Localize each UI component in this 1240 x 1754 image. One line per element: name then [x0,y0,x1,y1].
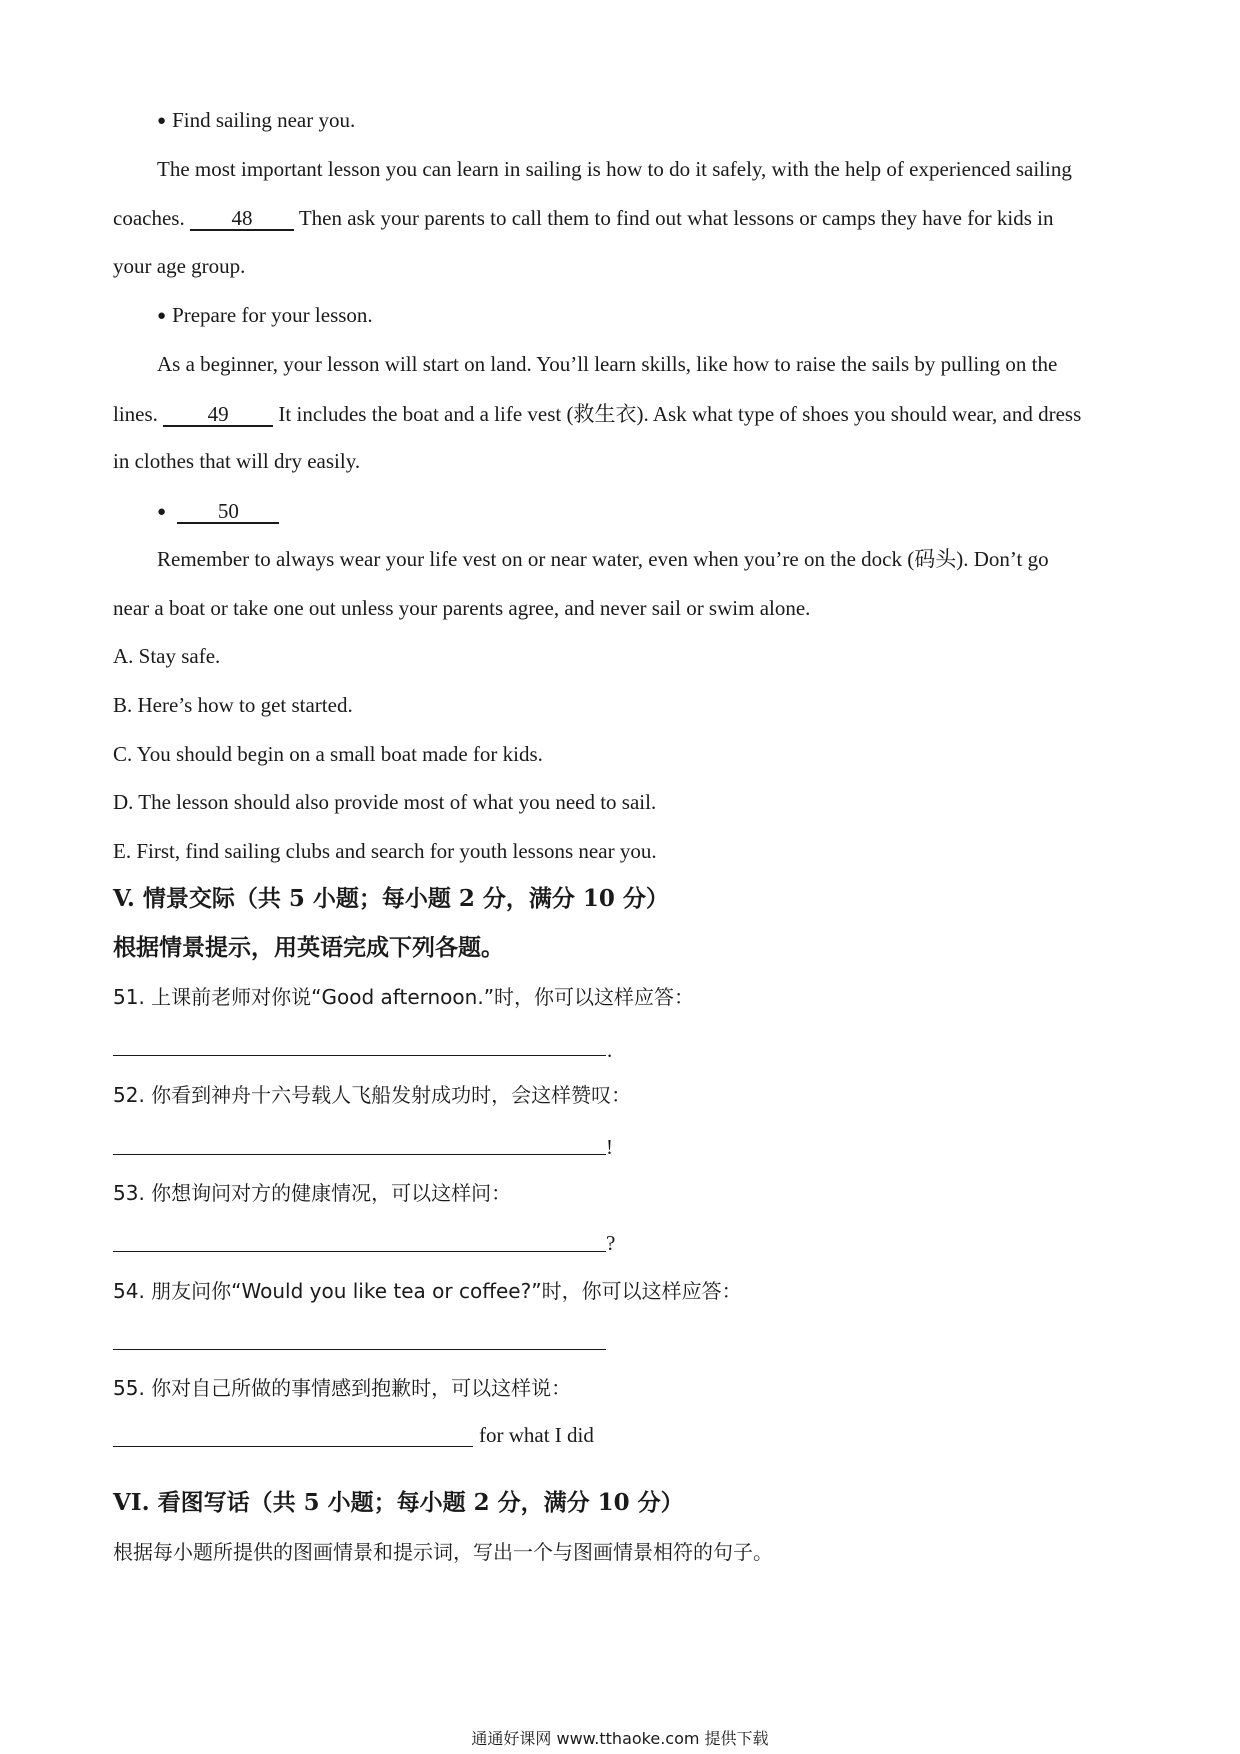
option-d: D. The lesson should also provide most of what you need to sail. [113,790,657,814]
passage-text: Then ask your parents to call them to find out what lessons or camps they have for kids in [298,206,1054,230]
question-53: 53. 你想询问对方的健康情况，可以这样问： [113,1181,512,1205]
answer-end-51: . [607,1038,613,1062]
footer-source: 通通好课网 www.tthaoke.com 提供下载 [471,1729,769,1748]
option-b: B. Here’s how to get started. [113,693,353,717]
bullet-heading-find-sailing: ● Find sailing near you. [157,110,355,131]
section-5-heading: V. 情景交际（共 5 小题；每小题 2 分，满分 10 分） [113,885,669,912]
passage-text: your age group. [113,254,246,278]
answer-line-55[interactable] [113,1446,473,1447]
answer-end-52: ! [606,1135,613,1159]
answer-line-54[interactable] [113,1349,606,1350]
passage-line-48 [113,207,1054,231]
section-6-instruction: 根据每小题所提供的图画情景和提示词，写出一个与图画情景相符的句子。 [113,1540,773,1564]
passage-text: in clothes that will dry easily. [113,449,361,473]
section-6-heading: VI. 看图写话（共 5 小题；每小题 2 分，满分 10 分） [113,1489,684,1516]
blank-48: 48 [190,207,294,231]
option-a: A. Stay safe. [113,644,221,668]
passage-text: The most important lesson you can learn in sailing is how to do it safely, with the help of experienced sailing [157,157,1072,181]
question-52: 52. 你看到神舟十六号载人飞船发射成功时，会这样赞叹： [113,1083,632,1107]
blank-49: 49 [163,403,273,427]
option-e: E. First, find sailing clubs and search for youth lessons near you. [113,839,657,863]
answer-line-51[interactable] [113,1055,606,1056]
passage-text: coaches. [113,206,185,230]
passage-text: near a boat or take one out unless your parents agree, and never sail or swim alone. [113,596,811,620]
blank-50: 50 [177,500,279,524]
passage-line-49 [113,403,1081,427]
passage-text: lines. [113,402,158,426]
question-51: 51. 上课前老师对你说“Good afternoon.”时，你可以这样应答： [113,985,695,1009]
answer-line-53[interactable] [113,1251,606,1252]
option-c: C. You should begin on a small boat made for kids. [113,742,543,766]
answer-end-55: for what I did [479,1423,594,1447]
bullet-heading-prepare: ● Prepare for your lesson. [157,305,373,326]
passage-text: It includes the boat and a life vest (救生衣). Ask what type of shoes you should wear, and dress [278,402,1082,426]
section-5-instruction: 根据情景提示，用英语完成下列各题。 [113,934,504,961]
answer-end-53: ? [606,1231,616,1255]
passage-text: As a beginner, your lesson will start on land. You’ll learn skills, like how to raise the sails by pulling on the [157,352,1058,376]
answer-line-52[interactable] [113,1154,606,1155]
question-55: 55. 你对自己所做的事情感到抱歉时，可以这样说： [113,1376,572,1400]
passage-text: Remember to always wear your life vest on or near water, even when you’re on the dock (码头). Don’t go [157,547,1049,571]
bullet-heading-50 [157,500,279,524]
question-54: 54. 朋友问你“Would you like tea or coffee?”时，你可以这样应答： [113,1279,742,1303]
